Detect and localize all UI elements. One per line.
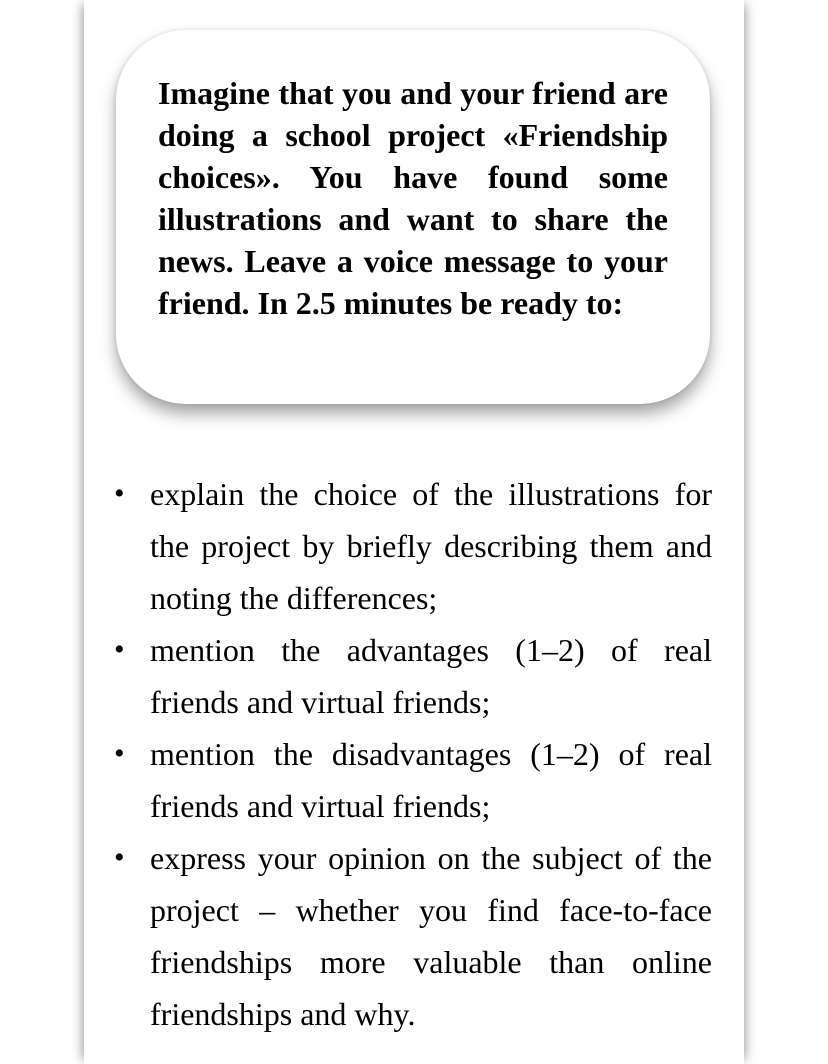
bullet-icon: •	[114, 737, 125, 770]
document-page	[84, 0, 744, 1064]
task-text: explain the choice of the illustrations for the project by briefly describing them and noting the differences;	[150, 476, 712, 616]
task-text: mention the disadvantages (1–2) of real friends and virtual friends;	[150, 736, 712, 824]
task-list	[114, 468, 712, 1040]
task-item	[114, 728, 712, 832]
instruction-text: Imagine that you and your friend are doing a school project «Friendship choices». You have found some illustrations and want to share the news. Leave a voice message to your friend. In 2.5 minutes be ready to:	[158, 75, 668, 321]
bullet-icon: •	[114, 841, 125, 874]
task-text: mention the advantages (1–2) of real friends and virtual friends;	[150, 632, 712, 720]
bullet-icon: •	[114, 477, 125, 510]
bullet-icon: •	[114, 633, 125, 666]
task-item	[114, 468, 712, 624]
task-text: express your opinion on the subject of the project – whether you find face-to-face friendships more valuable than online friendships and why.	[150, 840, 712, 1032]
instruction-box	[116, 30, 710, 404]
task-item	[114, 832, 712, 1040]
task-item	[114, 624, 712, 728]
